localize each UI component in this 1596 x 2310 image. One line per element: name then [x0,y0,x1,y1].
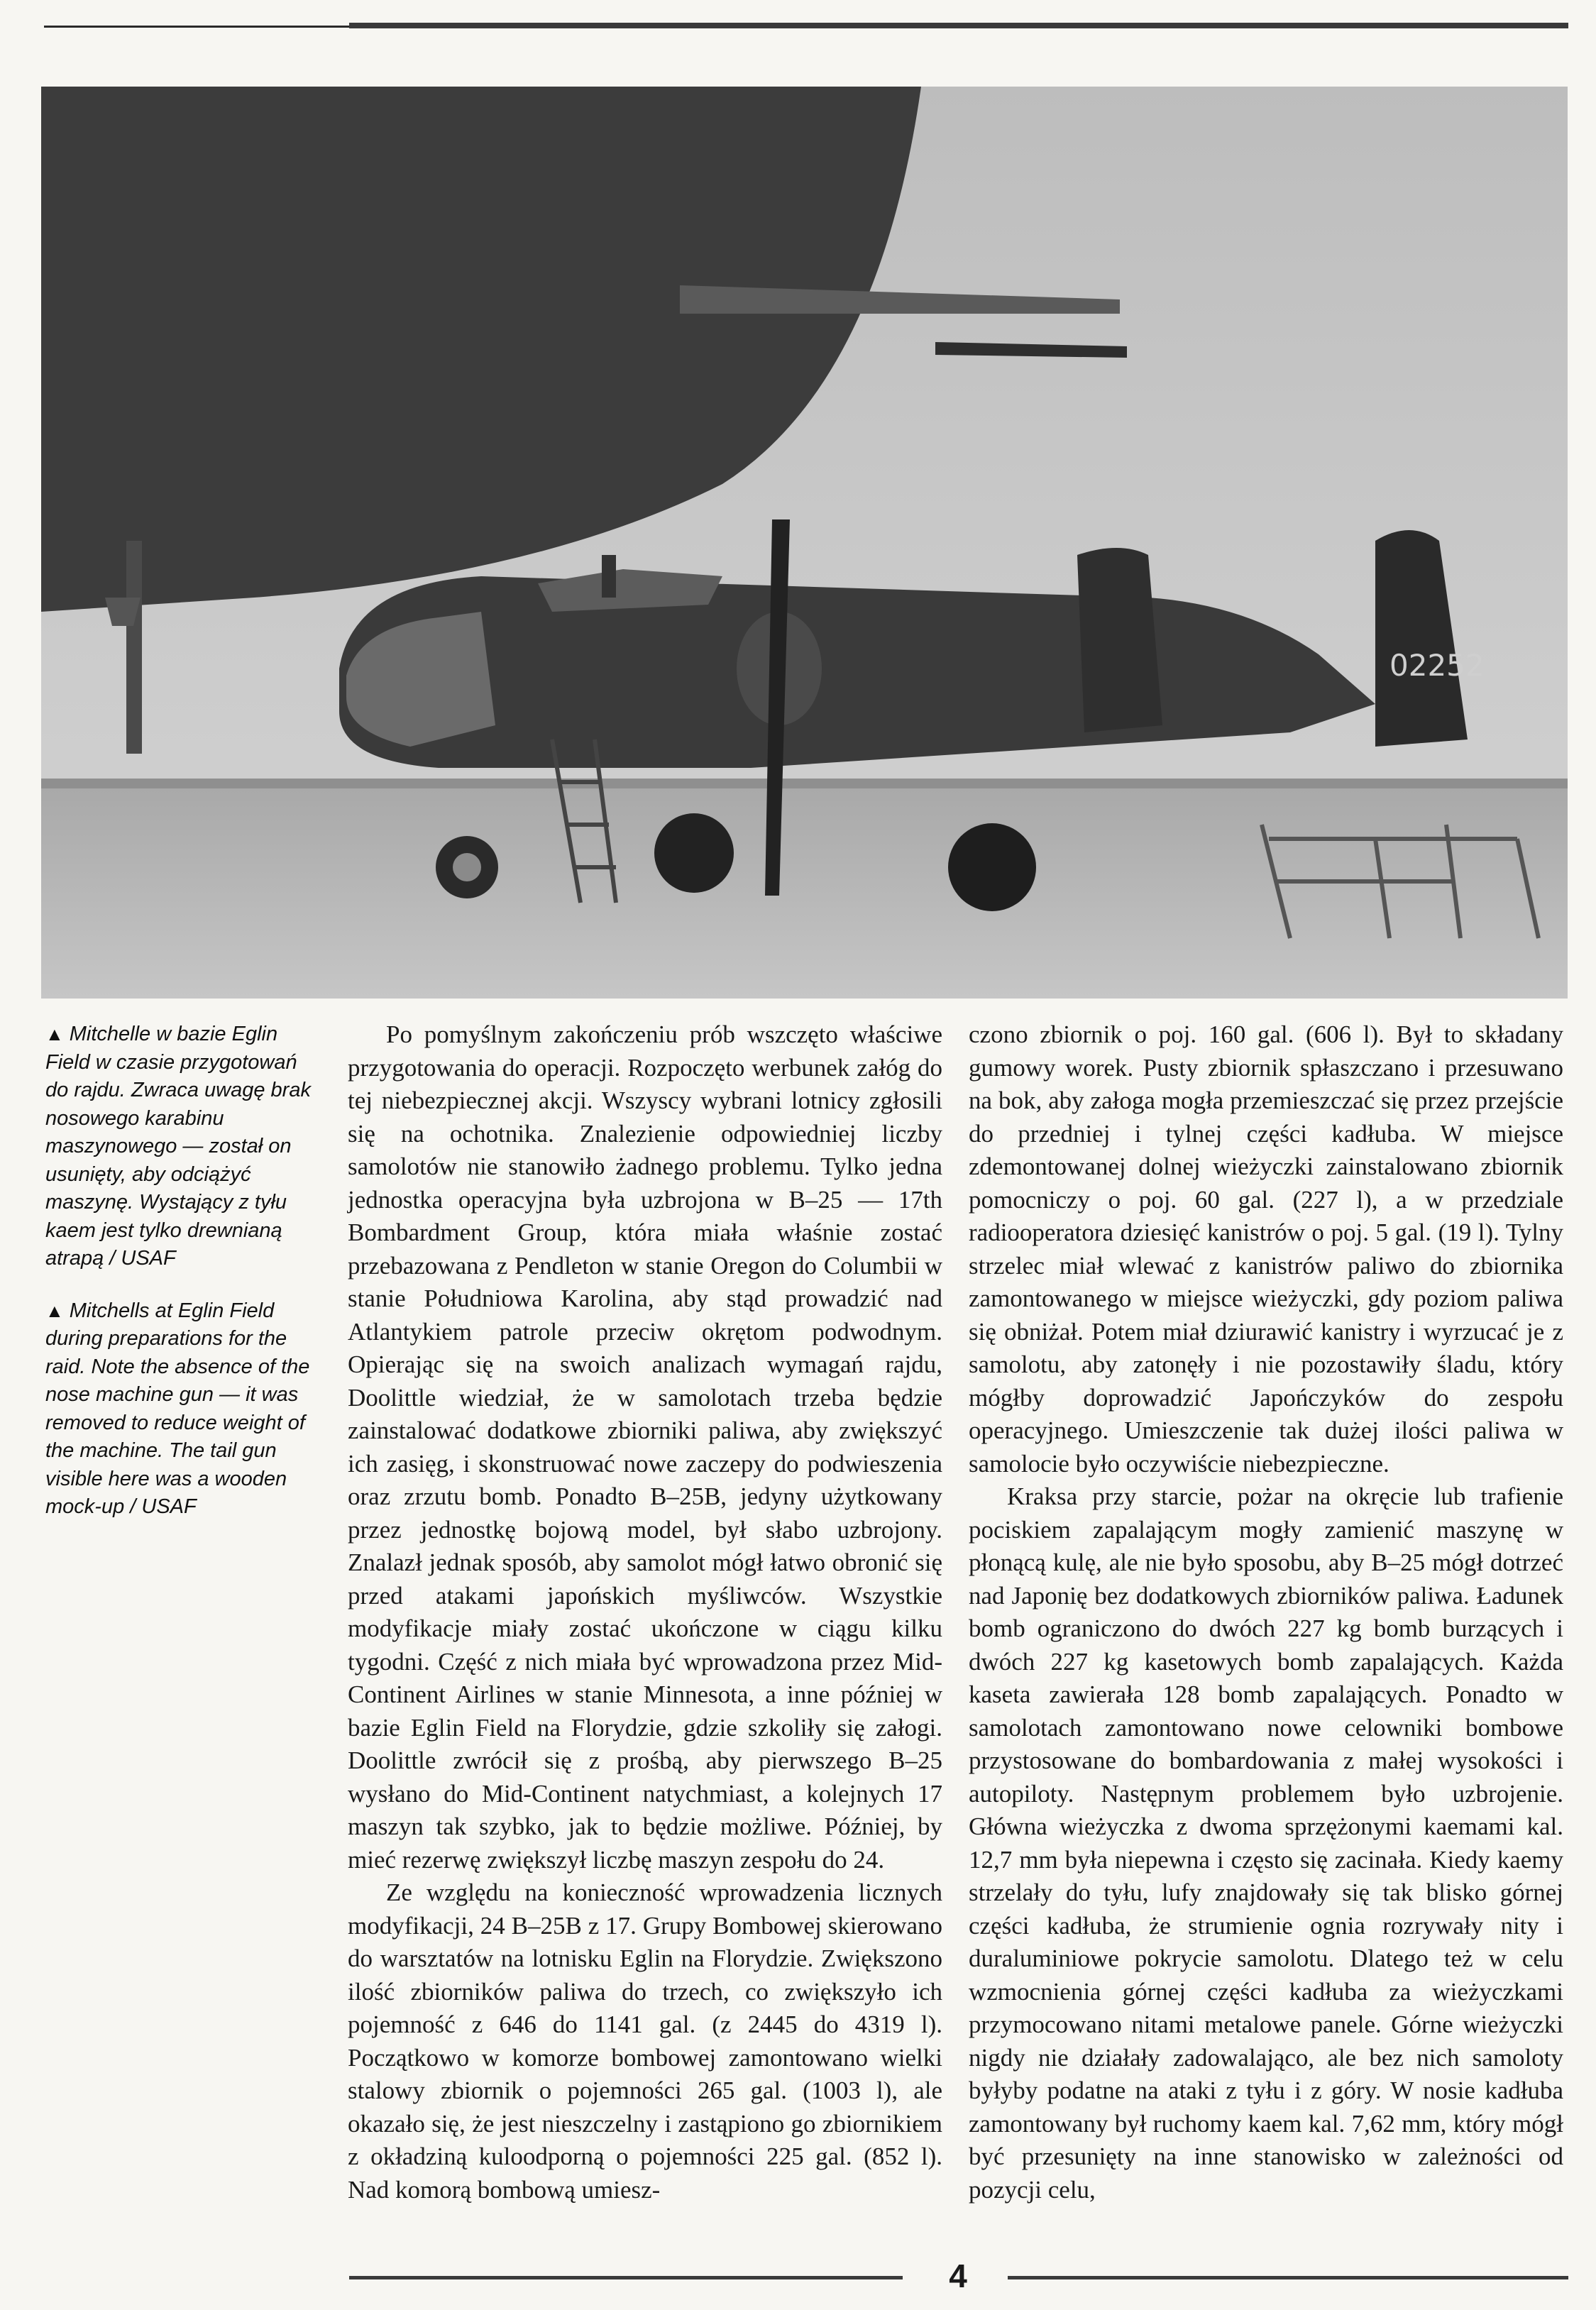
tail-fin-left [1077,548,1162,732]
paragraph: Po pomyślnym zakończeniu prób wszczęto właściwe przygotowania do operacji. Rozpoczęto werbunek załóg do tej niebezpiecznej akcji. Wszyscy wybrani lotnicy zgłosili się na ochotnika. Znalezienie odpowiedniej liczby samolotów nie stanowiło żadnego problemu. Tylko jedna jednostka operacyjna była uzbrojona w B–25 — 17th Bombardment Group, która miała właśnie zostać przebazowana z Pendleton w stanie Oregon do Columbii w stanie Południowa Karolina, aby stąd prowadzić nad Atlantykiem patrole przeciw okrętom podwodnym. Opierając się na swoich analizach wymagań rajdu, Doolittle wiedział, że w samolotach trzeba będzie zainstalować dodatkowe zbiorniki paliwa, aby zwiększyć ich zasięg, i skonstruować nowe zaczepy do podwieszenia oraz zrzutu bomb. Ponadto B–25B, jedyny użytkowany przez jednostkę bojową model, był słabo uzbrojony. Znalazł jednak sposób, aby samolot mógł łatwo obronić się przed atakami japońskich myśliwców. Wszystkie modyfikacje miały zostać ukończone w ciągu kilku tygodni. Część z nich miała być wprowadzona przez Mid-Continent Airlines w stanie Minnesota, a inne później w bazie Eglin Field na Florydzie, gdzie szkoliły się załogi. Doolittle zwrócił się z prośbą, aby pierwszego B–25 wysłano do Mid-Continent natychmiast, a kolejnych 17 maszyn tak szybko, jak to będzie możliwe. Później, by mieć rezerwę zwiększył liczbę maszyn zespołu do 24. [348,1021,942,1874]
paragraph: Ze względu na konieczność wprowadzenia licznych modyfikacji, 24 B–25B z 17. Grupy Bombowej skierowano do warsztatów na lotnisku Eglin na Florydzie. Zwiększono ilość zbiorników paliwa do trzech, co zwiększyło ich pojemność z 646 do 1141 gal. (z 2445 do 4319 l). Początkowo w komorze bombowej zamontowano wielki stalowy zbiornik o pojemności 265 gal. (1003 l), ale okazało się, że jest nieszczelny i zastąpiono go zbiornikiem z okładziną kuloodporną o pojemności 225 gal. (852 l). Nad komorą bombową umiesz- [348,1879,942,2204]
photo-caption [45,1021,315,1546]
tarmac [41,782,1568,999]
b25-mitchell-photo [41,87,1568,999]
caption-english: ▲ Mitchells at Eglin Field during preparations for the raid. Note the absence of the nose machine gun — it was removed to reduce weight of the machine. The tail gun visible here was a wooden mock-up / USAF [45,1299,310,1518]
left-main-wheel [654,813,734,893]
triangle-up-icon: ▲ [45,1299,64,1321]
caption-polish: ▲ Mitchelle w bazie Eglin Field w czasie przygotowań do rajdu. Zwraca uwagę brak nosowego karabinu maszynowego — został on usunięty, aby odciążyć maszynę. Wystający z tyłu kaem jest tylko drewnianą atrapą / USAF [45,1023,311,1270]
paragraph: Kraksa przy starcie, pożar na okręcie lub trafienie pociskiem zapalającym mogły zamienić maszynę w płonącą kulę, ale nie było sposobu, aby B–25 mógł dotrzeć nad Japonię bez dodatkowych zbiorników paliwa. Ładunek bomb ograniczono do dwóch 227 kg bomb burzących i dwóch 227 kg kasetowych bomb zapalających. Każda kaseta zawierała 128 bomb zapalających. Ponadto w samolotach zamontowano nowe celowniki bombowe przystosowane do bombardowania z małej wysokości i autopiloty. Następnym problemem było uzbrojenie. Główna wieżyczka z dwoma sprzężonymi kaemami kal. 12,7 mm była niepewna i często się zacinała. Kiedy kaemy strzelały do tyłu, lufy znajdowały się tak blisko górnej części kadłuba, że strumienie ognia rozrywały nity i duraluminiowe pokrycie samolotu. Dlatego też w celu wzmocnienia górnej części kadłuba za wieżyczkami przymocowano nitami metalowe panele. Górne wieżyczki nigdy nie działały zadowalająco, ale bez nich samoloty byłyby podatne na ataki z tyłu i z góry. W nosie kadłuba zamontowany był ruchomy kaem kal. 7,62 mm, który mógł być przesunięty na inne stanowisko w zależności od pozycji celu, [969,1483,1563,2204]
page-number: 4 [949,2257,967,2294]
photo-illustration [41,87,1568,999]
horizon-treeline [41,779,1568,788]
triangle-up-icon: ▲ [45,1023,64,1045]
bottom-rule-left [349,2276,903,2279]
nose-wheel-hub [453,853,481,881]
text-column-left [348,1018,942,2206]
paragraph: czono zbiornik o poj. 160 gal. (606 l). Był to składany gumowy worek. Pusty zbiornik spłaszczano i przesuwano na bok, aby załoga mogła przemieszczać się przez przejście do przedniej i tylnej części kadłuba. W miejsce zdemontowanej dolnej wieżyczki zainstalowano zbiornik pomocniczy o poj. 60 gal. (227 l), a w przedziale radiooperatora dziesięć kanistrów o poj. 5 gal. (19 l). Tylny strzelec miał wlewać z kanistrów paliwo do zbiornika zamontowanego w miejsce wieżyczki, gdy poziom paliwa się obniżał. Potem miał dziurawić kanistry i wyrzucać je z samolotu, aby zatonęły i nie pozostawiły śladu, który mógłby doprowadzić Japończyków do zespołu operacyjnego. Umieszczenie tak dużej ilości paliwa w samolocie było oczywiście niebezpieczne. [969,1021,1563,1478]
bottom-rule-right [1008,2276,1568,2279]
text-column-right [969,1018,1563,2206]
right-main-wheel [948,823,1036,911]
landing-gear-strut [126,541,142,754]
turret-gun [602,555,616,598]
tail-marking: 02252 [1389,648,1485,683]
top-rule-thick [349,23,1568,28]
